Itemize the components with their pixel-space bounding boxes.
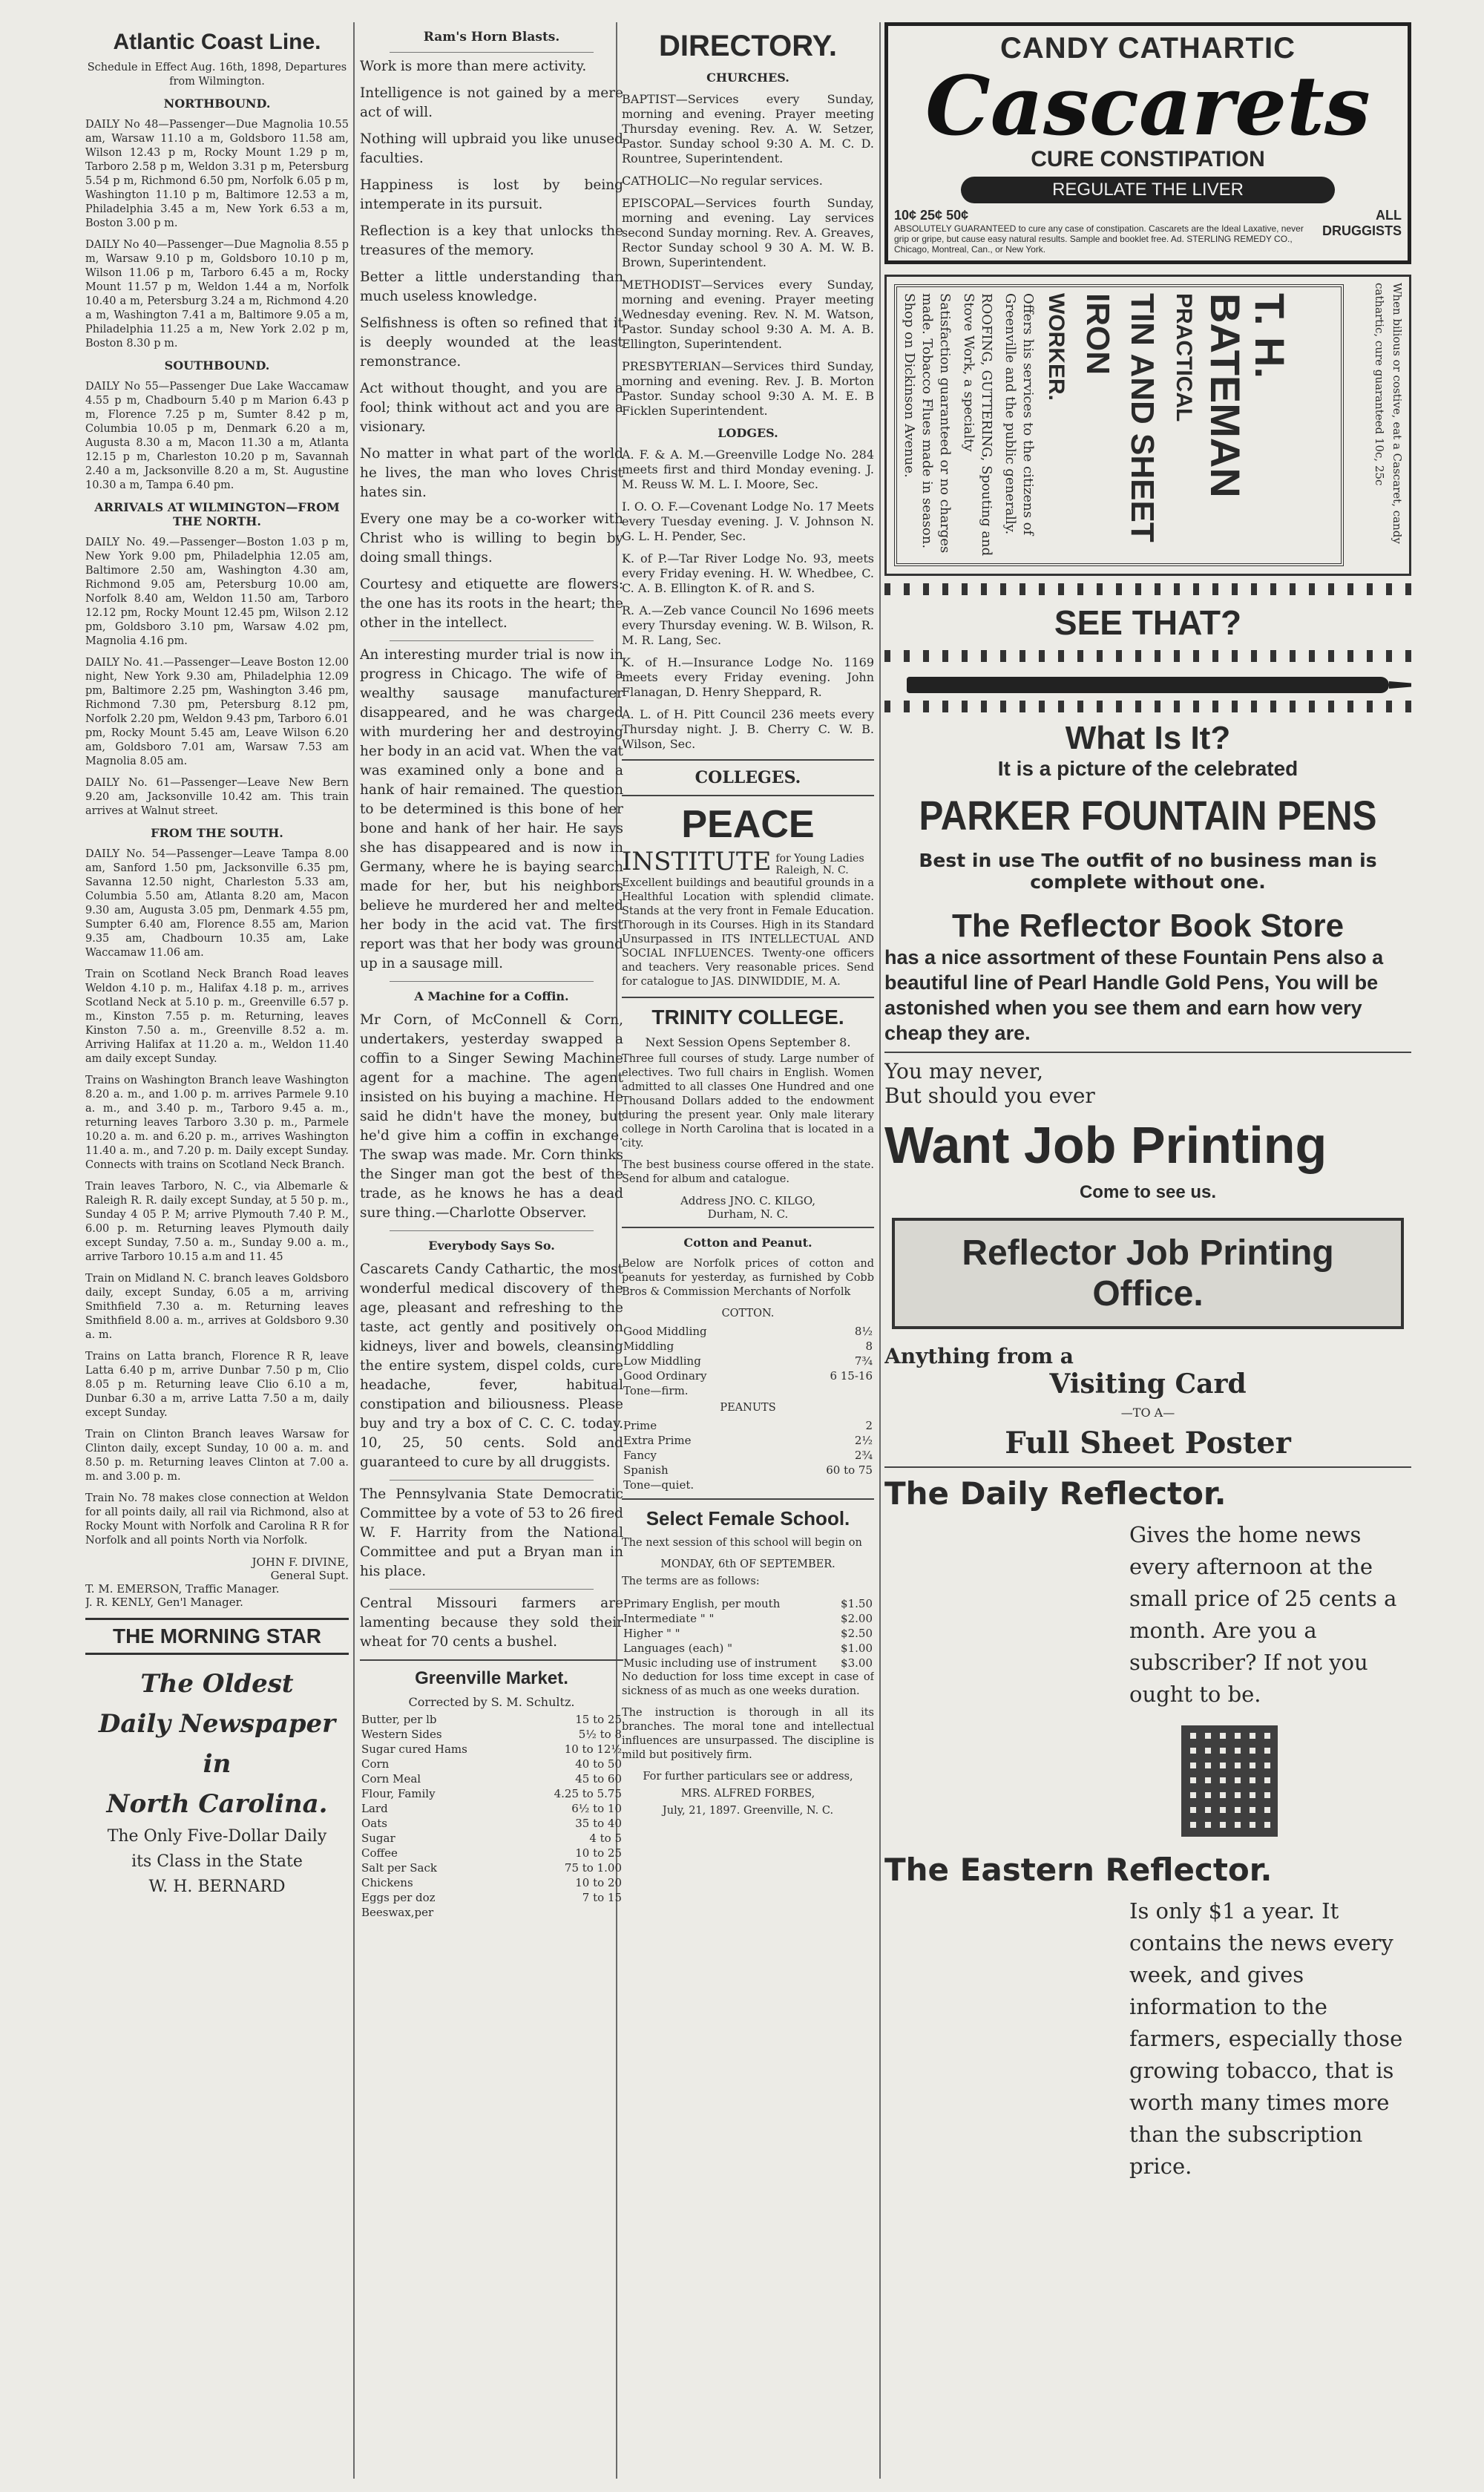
row-value: $3.00 (841, 1656, 873, 1670)
kofp-listing: K. of P.—Tar River Lodge No. 93, meets every Friday evening. H. W. Whedbee, C. C. A. B. Ellington K. of R. and S. (622, 551, 874, 595)
churches-heading: CHURCHES. (706, 71, 789, 85)
table-row (360, 1831, 623, 1846)
column-miscellany (360, 22, 623, 2471)
rams-horn-item: Happiness is lost by being intemperate in its pursuit. (360, 177, 623, 212)
table-row (622, 1478, 874, 1492)
cascarets-logo: Cascarets (925, 58, 1370, 154)
row-value (772, 1478, 874, 1492)
column-railroad (85, 22, 349, 2471)
row-label: Sugar (361, 1832, 395, 1845)
kofh-listing: K. of H.—Insurance Lodge No. 1169 meets every Friday evening. John Flanagan, D. Henry Sheppard, R. (622, 655, 874, 699)
clinton-branch: Train on Clinton Branch leaves Warsaw for Clinton daily, except Sunday, 10 00 a. m. and 8.50 p. m. Returning leaves Clinton at 7.00 a. m. and 3.00 p. m. (85, 1429, 349, 1483)
anything-from: Anything from a (884, 1344, 1074, 1368)
table-row (360, 1846, 623, 1860)
eastern-reflector-title: The Eastern Reflector. (884, 1852, 1273, 1888)
table-row (622, 1463, 874, 1478)
divider (884, 1466, 1411, 1468)
cascarets-article: Cascarets Candy Cathartic, the most wonderful medical discovery of the age, pleasant and refreshing to the taste, act gently and positively on kidneys, liver and bowels, cleansing the entire system, dispel colds, cure headache, fever, habitual constipation and biliousness. Please buy and try a box of C. C. C. today. 10, 25, 50 cents. Sold and guaranteed to cure by all druggists. (360, 1262, 623, 1470)
signature-emerson: T. M. EMERSON, Traffic Manager. (85, 1582, 280, 1596)
train-78: Train No. 78 makes close connection at Weldon for all points daily, all rail via Richmond, also at Rocky Mount with Norfolk and Carolina R R for Norfolk and all points North via Norfolk. (85, 1492, 349, 1547)
select-forbes: MRS. ALFRED FORBES, (680, 1788, 815, 1800)
divider (390, 1230, 594, 1231)
star-line-6: W. H. BERNARD (148, 1878, 286, 1896)
train-55: DAILY No 55—Passenger Due Lake Waccamaw 4.55 p m, Chadbourn 5.40 p m Marion 6.43 p m, Florence 7.25 p m, Sumter 8.42 p m, Columbia 10.05 p m, Denmark 6.20 a m, Augusta 8.30 a m, Macon 11.30 a m, Atlanta 12.15 p m, Charleston 10.20 p m, Savannah 2.40 a m, Jacksonville 8.20 a m, St. Augustine 10.30 a m, Tampa 6.40 pm. (85, 381, 349, 491)
trinity-subtitle: Next Session Opens September 8. (645, 1035, 851, 1049)
baptist-listing: BAPTIST—Services every Sunday, morning and evening. Prayer meeting Thursday evening. Rev. A. W. Setzer, Pastor. Sunday school 9:30 A. M. C. D. Rountree, Superintendent. (622, 92, 874, 165)
column-rule (879, 22, 881, 2479)
table-row (360, 1712, 623, 1727)
cotton-heading: COTTON. (721, 1308, 775, 1319)
row-value: 10 to 25 (575, 1846, 622, 1860)
market-corrected-by: Corrected by S. M. Schultz. (408, 1695, 575, 1709)
train-61: DAILY No. 61—Passenger—Leave New Bern 9.20 am, Jacksonville 10.42 am. This train arrives at Walnut street. (85, 777, 349, 817)
to-a: —TO A— (1120, 1406, 1175, 1420)
row-label: Languages (each) " (623, 1642, 732, 1655)
rams-horn-item: No matter in what part of the world he lives, the man who loves Christ hates sin. (360, 446, 623, 500)
train-40: DAILY No 40—Passenger—Due Magnolia 8.55 p m, Warsaw 9.10 p m, Goldsboro 10.10 p m, Wilson 11.06 p m, Tarboro 6.45 a m, Rocky Mount 11.57 p m, Weldon 1.44 a m, Norfolk 10.40 a m, Petersburg 3.24 a m, Richmond 4.20 a m, Washington 7.41 a m, Baltimore 9.05 a m, Philadelphia 11.25 a m, New York 2.02 p m, Boston 8.30 p m. (85, 239, 349, 350)
row-value: 2½ (854, 1434, 873, 1447)
row-value (787, 1383, 874, 1398)
job-office-banner: Reflector Job Printing Office. (892, 1218, 1404, 1329)
trinity-description-2: The best business course offered in the state. Send for album and catalogue. (622, 1159, 874, 1185)
rams-horn-item: Nothing will upbraid you like unused faculties. (360, 131, 623, 166)
rams-horn-title: Ram's Horn Blasts. (423, 30, 560, 45)
table-row (360, 1890, 623, 1905)
star-line-5: its Class in the State (131, 1852, 303, 1871)
column-rule (353, 22, 355, 2479)
divider (360, 1659, 623, 1661)
atlantic-coast-title: Atlantic Coast Line. (113, 30, 321, 54)
peace-title: PEACE (681, 803, 815, 846)
cascarets-regulate: REGULATE THE LIVER (961, 177, 1335, 203)
train-48: DAILY No 48—Passenger—Due Magnolia 10.55 am, Warsaw 11.10 a m, Goldsboro 11.58 am, Wilson 12.43 p m, Rocky Mount 1.29 p m, Tarboro 2.58 p m, Weldon 3.31 p m, Petersburg 5.54 p m, Richmond 6.50 pm, Norfolk 6.05 p m, Washington 11.10 p m, Baltimore 12.53 a m, Philadelphia 3.45 a m, New York 6.53 a m, Boston 3.00 p m. (85, 119, 349, 229)
select-date: MONDAY, 6th OF SEPTEMBER. (660, 1558, 835, 1570)
train-41: DAILY No. 41.—Passenger—Leave Boston 12.00 night, New York 9.30 am, Philadelphia 12.09 pm, Baltimore 2.25 pm, Washington 3.46 pm, Richmond 7.30 pm, Petersburg 8.12 pm, Norfolk 2.20 pm, Weldon 9.43 pm, Tarboro 6.01 pm, Rocky Mount 5.45 am, Leave Wilson 6.20 am, Goldsboro 7.01 am, Warsaw 7.53 am Magnolia 8.05 am. (85, 657, 349, 767)
but-should-you: But should you ever (884, 1083, 1095, 1108)
divider (622, 997, 874, 998)
row-label: Lard (361, 1802, 388, 1815)
row-value: 2 (865, 1419, 873, 1432)
parker-pens: PARKER FOUNTAIN PENS (919, 792, 1377, 839)
divider (390, 1480, 594, 1481)
cotton-intro: Below are Norfolk prices of cotton and peanuts for yesterday, as furnished by Cobb Bros & Commission Merchants of Norfolk (622, 1258, 874, 1298)
divider (884, 1052, 1411, 1053)
alofh-listing: A. L. of H. Pitt Council 236 meets every Thursday night. J. B. Cherry C. W. B. Wilson, Sec. (622, 707, 874, 751)
row-label: Salt per Sack (361, 1861, 437, 1875)
row-value: 6 15-16 (830, 1369, 873, 1383)
row-label: Middling (623, 1340, 674, 1353)
bateman-side-2: ROOFING, GUTTERING, Spouting and Stove Work, a specialty (961, 293, 994, 557)
pennsylvania-article: The Pennsylvania State Democratic Committee by a vote of 53 to 26 fired W. F. Harrity from the National Committee and put a Bryan man in his place. (360, 1486, 623, 1579)
bateman-tin: TIN AND SHEET IRON (1080, 293, 1160, 542)
see-that: SEE THAT? (1054, 603, 1242, 642)
bateman-side-3: Satisfaction guaranteed or no charges made. Tobacco Flues made in season. Shop on Dickinson Avenue. (902, 293, 953, 554)
row-label: Flour, Family (361, 1787, 436, 1800)
rams-horn-item: Courtesy and etiquette are flowers: the one has its roots in the heart; the other in the intellect. (360, 577, 623, 631)
row-value: 4.25 to 5.75 (554, 1787, 622, 1800)
row-label: Extra Prime (623, 1434, 692, 1447)
table-row (622, 1596, 874, 1611)
row-label: Coffee (361, 1846, 398, 1860)
cascarets-candy-cathartic: CANDY CATHARTIC (1000, 32, 1296, 65)
row-label: Corn (361, 1757, 390, 1771)
cascarets-druggists: DRUGGISTS (1322, 223, 1402, 238)
row-label: Beeswax,per (361, 1906, 434, 1919)
full-sheet-poster: Full Sheet Poster (1005, 1426, 1291, 1460)
row-label: Chickens (361, 1876, 413, 1889)
morning-star-title: THE MORNING STAR (85, 1618, 349, 1655)
want-job-printing: Want Job Printing (884, 1116, 1327, 1174)
presbyterian-listing: PRESBYTERIAN—Services third Sunday, morning and evening. Rev. J. B. Morton Pastor. Sunday school 9:30 A. M. E. B Ficklen Superintendent. (622, 359, 874, 418)
market-table (360, 1712, 623, 1920)
row-value: 45 to 60 (575, 1772, 622, 1786)
everybody-title: Everybody Says So. (428, 1239, 555, 1253)
row-label: Spanish (623, 1463, 669, 1477)
episcopal-listing: EPISCOPAL—Services fourth Sunday, morning and evening. Lay services second Sunday morning. Rev. A. Greaves, Rector Sunday school 9 30 A. M. W. B. Brown, Superintendent. (622, 196, 874, 269)
rams-horn-item: Better a little understanding than much useless knowledge. (360, 269, 623, 304)
row-label: Eggs per doz (361, 1891, 436, 1904)
af-am-listing: A. F. & A. M.—Greenville Lodge No. 284 meets first and third Monday evening. J. M. Reuss W. M. L. I. Moore, Sec. (622, 447, 874, 491)
row-label: Oats (361, 1817, 387, 1830)
peanuts-heading: PEANUTS (720, 1402, 776, 1414)
column-directory (622, 22, 874, 2471)
row-value: 60 to 75 (826, 1463, 873, 1477)
table-row (360, 1816, 623, 1831)
select-particulars: For further particulars see or address, (643, 1771, 853, 1783)
daily-reflector-title: The Daily Reflector. (884, 1475, 1227, 1512)
southbound-heading: SOUTHBOUND. (164, 358, 270, 373)
institute-title: INSTITUTE (622, 847, 772, 876)
ornament-border (884, 701, 1411, 712)
cascarets-ad (884, 22, 1411, 264)
ornament-border (884, 583, 1411, 595)
select-intro: The next session of this school will begin on (622, 1537, 862, 1549)
table-row (622, 1418, 874, 1433)
trinity-address-2: Durham, N. C. (707, 1207, 789, 1221)
coffin-title: A Machine for a Coffin. (414, 989, 569, 1003)
missouri-article: Central Missouri farmers are lamenting because they sold their wheat for 70 cents a bushel. (360, 1596, 623, 1650)
row-value: $2.50 (841, 1627, 873, 1640)
row-value: 10 to 20 (575, 1876, 622, 1889)
rams-horn-item: Work is more than mere activity. (360, 59, 587, 74)
table-row (622, 1626, 874, 1641)
divider (622, 795, 874, 796)
rams-horn-item: Reflection is a key that unlocks the treasures of the memory. (360, 223, 623, 258)
row-value: 7 to 15 (582, 1891, 622, 1904)
table-row (622, 1339, 874, 1354)
picture-of: It is a picture of the celebrated (997, 757, 1298, 780)
star-line-2: Daily Newspaper in (98, 1709, 336, 1779)
divider (390, 640, 594, 641)
daily-reflector-text: Gives the home news every afternoon at the small price of 25 cents a month. Are you a subscriber? If not you ought to be. (1129, 1522, 1397, 1707)
from-south-heading: FROM THE SOUTH. (151, 826, 283, 840)
latta-branch: Trains on Latta branch, Florence R R, leave Latta 6.40 p m, arrive Dunbar 7.50 p m, Clio 8.05 p m. Returning leave Clio 6.10 a m, Dunbar 6.30 a m, arrive Latta 7.50 a m, daily except Sunday. (85, 1351, 349, 1419)
row-value (519, 1905, 623, 1920)
row-label: Western Sides (361, 1728, 442, 1741)
row-value: 10 to 12½ (564, 1742, 622, 1756)
bateman-worker: WORKER. (1044, 293, 1068, 401)
divider (622, 1227, 874, 1228)
ra-listing: R. A.—Zeb vance Council No 1696 meets every Thursday evening. W. B. Wilson, R. M. R. Lang, Sec. (622, 603, 874, 647)
eastern-reflector-text: Is only $1 a year. It contains the news every week, and gives information to the farmers, especially those growing tobacco, that is worth many times more than the subscription price. (1129, 1898, 1403, 2179)
row-label: Higher " " (623, 1627, 680, 1640)
ornament-block (1181, 1725, 1278, 1837)
trinity-address: Address JNO. C. KILGO, (680, 1194, 816, 1207)
divider (622, 1498, 874, 1500)
table-row (360, 1905, 623, 1920)
ioof-listing: I. O. O. F.—Covenant Lodge No. 17 Meets every Tuesday evening. J. V. Johnson N. G. L. H. Pender, Sec. (622, 499, 874, 543)
bateman-side-1: Offers his services to the citizens of Greenville and the public generally. (1002, 293, 1036, 536)
train-49: DAILY No. 49.—Passenger—Boston 1.03 p m, New York 9.00 pm, Philadelphia 12.05 am, Baltimore 2.50 am, Washington 4.30 am, Richmond 9.05 am, Petersburg 10.00 am, Norfolk 8.40 am, Weldon 11.50 am, Tarboro 12.12 pm, Rocky Mount 12.45 pm, Wilson 2.12 pm, Goldsboro 3.10 pm, Warsaw 4.02 pm, Magnolia 4.16 pm. (85, 537, 349, 647)
table-row (622, 1448, 874, 1463)
row-value: 8½ (854, 1325, 873, 1338)
column-advertisements (884, 22, 1411, 2471)
row-value: 40 to 50 (575, 1757, 622, 1771)
lodges-heading: LODGES. (718, 426, 778, 440)
ornament-border (884, 650, 1411, 662)
select-terms-table (622, 1596, 874, 1670)
fountain-pen-icon (907, 677, 1389, 693)
scotland-neck-branch: Train on Scotland Neck Branch Road leaves Weldon 4.10 p. m., Halifax 4.18 p. m., arrives Scotland Neck at 5.10 p. m., Greenville 6.57 p. m., Kinston 7.55 p. m. Returning, leaves Kinston 7.50 a. m., Greenville 8.52 a. m. Arriving Halifax at 11.20 a. m., Weldon 11.40 am daily except Sunday. (85, 968, 349, 1065)
rams-horn-item: Selfishness is often so refined that it is deeply wounded at the least remonstrance. (360, 315, 623, 370)
rams-horn-item: Every one may be a co-worker with Christ who is willing to begin by doing small things. (360, 511, 623, 565)
cascarets-cure: CURE CONSTIPATION (1031, 147, 1265, 171)
divider (390, 981, 594, 982)
northbound-heading: NORTHBOUND. (163, 96, 271, 111)
you-may-never: You may never, (884, 1059, 1044, 1083)
row-label: Corn Meal (361, 1772, 421, 1786)
table-row (622, 1354, 874, 1368)
table-row (622, 1641, 874, 1656)
row-label: Good Ordinary (623, 1369, 707, 1383)
midland-branch: Train on Midland N. C. branch leaves Goldsboro daily, except Sunday, 6.05 a m, arriving Smithfield 7.30 a. m. Returning leaves Smithfield 8.00 a. m., arrives at Goldsboro 9.30 a. m. (85, 1273, 349, 1341)
row-value: 6½ to 10 (571, 1802, 622, 1815)
tarboro-train: Train leaves Tarboro, N. C., via Albemarle & Raleigh R. R. daily except Sunday, at 5 50 p. m., Sunday 4 05 P. M; arrive Plymouth 7.40 P. M., 6.00 p. m. Returning leaves Plymouth daily except Sunday, 7.50 a. m., Sunday 9.00 a. m., arrive Tarboro 10.15 a.m and 11. 45 (85, 1181, 349, 1263)
row-value: 15 to 25 (575, 1713, 622, 1726)
greenville-market-title: Greenville Market. (415, 1668, 568, 1688)
peace-description: Excellent buildings and beautiful grounds in a Healthful Location with splendid climate. Stands at the very front in Female Education. Thorough in its Courses. High in its Standard Unsurpassed in ITS INTELLECTUAL AND SOCIAL INFLUENCES. Twenty-one officers and teachers. Very reasonable prices. Send for catalogue to JAS. DINWIDDIE, M. A. (622, 877, 874, 988)
visiting-card: Visiting Card (1049, 1368, 1247, 1400)
star-line-1: The Oldest (140, 1669, 294, 1699)
table-row (622, 1368, 874, 1383)
table-row (360, 1757, 623, 1771)
select-deduction: No deduction for loss time except in case of sickness of as much as one weeks duration. (622, 1671, 874, 1697)
row-value: 75 to 1.00 (564, 1861, 622, 1875)
row-value: 7¾ (854, 1354, 873, 1368)
row-label: Tone—firm. (623, 1384, 689, 1397)
row-value: 2¾ (854, 1449, 873, 1462)
row-label: Fancy (623, 1449, 657, 1462)
peanuts-table (622, 1418, 874, 1492)
signature-divine-title: General Supt. (270, 1569, 349, 1582)
table-row (622, 1433, 874, 1448)
row-value: 4 to 5 (589, 1832, 622, 1845)
table-row (622, 1383, 874, 1398)
schedule-note: Schedule in Effect Aug. 16th, 1898, Departures from Wilmington. (87, 62, 347, 88)
row-label: Intermediate " " (623, 1612, 715, 1625)
cascarets-prices: 10¢ 25¢ 50¢ (894, 208, 969, 223)
rams-horn-item: Intelligence is not gained by a mere act of will. (360, 85, 623, 120)
rams-horn-item: Act without thought, and you are a fool; think without act and you are a visionary. (360, 381, 623, 435)
table-row (360, 1801, 623, 1816)
table-row (360, 1875, 623, 1890)
cascarets-guarantee: ABSOLUTELY GUARANTEED to cure any case of constipation. Cascarets are the Ideal Laxative, never grip or gripe, but cause easy natural results. Sample and booklet free. Ad. STERLING REMEDY CO., Chicago, Montreal, Can., or New York. (894, 223, 1304, 255)
table-row (360, 1786, 623, 1801)
star-line-4: The Only Five-Dollar Daily (107, 1827, 327, 1846)
divider (390, 1589, 594, 1590)
row-value: 8 (865, 1340, 873, 1353)
cotton-table (622, 1324, 874, 1398)
what-is-it: What Is It? (1065, 720, 1231, 756)
select-dateline: July, 21, 1897. Greenville, N. C. (662, 1805, 834, 1817)
table-row (360, 1771, 623, 1786)
row-value: 5½ to 8 (578, 1728, 622, 1741)
row-label: Prime (623, 1419, 657, 1432)
rams-horn-list (360, 57, 623, 633)
table-row (622, 1656, 874, 1670)
row-label: Low Middling (623, 1354, 701, 1368)
row-label: Music including use of instrument (623, 1656, 817, 1670)
catholic-listing: CATHOLIC—No regular services. (622, 174, 823, 188)
methodist-listing: METHODIST—Services every Sunday, morning and evening. Prayer meeting Wednesday evening. Rev. N. M. Watson, Pastor. Sunday school 9:30 A. M. A. B. Ellington, Superintendent. (622, 278, 874, 351)
directory-title: DIRECTORY. (658, 30, 838, 62)
colleges-heading: COLLEGES. (695, 768, 801, 787)
bateman-cascaret-note: When bilious or costive, eat a Cascaret, candy cathartic, cure guaranteed 10c, 25c (1373, 283, 1404, 544)
trinity-title: TRINITY COLLEGE. (651, 1006, 844, 1029)
row-label: Primary English, per mouth (623, 1597, 781, 1610)
star-line-3: North Carolina. (106, 1789, 328, 1819)
best-in-use: Best in use The outfit of no business man is complete without one. (919, 850, 1377, 893)
table-row (360, 1860, 623, 1875)
signature-kenly: J. R. KENLY, Gen'l Manager. (85, 1596, 243, 1609)
table-row (360, 1727, 623, 1742)
row-label: Good Middling (623, 1325, 707, 1338)
table-row (360, 1742, 623, 1757)
institute-for: for Young Ladies Raleigh, N. C. (775, 853, 864, 876)
row-label: Sugar cured Hams (361, 1742, 467, 1756)
bateman-name: T. H. BATEMAN (1202, 293, 1293, 498)
table-row (622, 1324, 874, 1339)
arrivals-heading: ARRIVALS AT WILMINGTON—FROM THE NORTH. (94, 500, 340, 528)
cotton-title: Cotton and Peanut. (683, 1236, 812, 1250)
coffin-article: Mr Corn, of McConnell & Corn, undertakers, yesterday swapped a coffin to a Singer Sewing Machine agent for a machine. The agent insisted on his buying a machine. He said he didn't have the money, but he'd give him a coffin in exchange. The swap was made. Mr. Corn thinks the Singer man got the best of the trade, as he knows he has a dead sure thing.—Charlotte Observer. (360, 1012, 623, 1221)
bateman-ad (884, 275, 1411, 576)
row-value: $1.00 (841, 1642, 873, 1655)
row-label: Tone—quiet. (623, 1478, 695, 1492)
washington-branch: Trains on Washington Branch leave Washington 8.20 a. m., and 1.00 p. m. arrives Parmele 9.10 a. m., and 3.40 p. m., Tarboro 9.45 a. m., returning leaves Tarboro 3.30 p. m., Parmele 10.20 a. m. and 6.20 p. m., arrives Washington 11.40 a. m., and 7.20 p. m. Daily except Sunday. Connects with trains on Scotland Neck Branch. (85, 1075, 349, 1171)
select-school-title: Select Female School. (646, 1507, 850, 1529)
bookstore-title: The Reflector Book Store (951, 908, 1345, 944)
cascarets-all: ALL (1376, 208, 1402, 223)
bookstore-text: has a nice assortment of these Fountain Pens also a beautiful line of Pearl Handle Gold Pens, You will be astonished when you see them and earn how very cheap they are. (884, 946, 1384, 1044)
signature-divine: JOHN F. DIVINE, (252, 1555, 349, 1569)
row-value: $1.50 (841, 1597, 873, 1610)
row-label: Butter, per lb (361, 1713, 437, 1726)
trinity-description: Three full courses of study. Large number of electives. Two full chairs in English. Women admitted to all classes One Hundred and one Thousand Dollars added to the endowment during the present year. Only male literary college in North Carolina that is located in a city. (622, 1053, 874, 1150)
train-54: DAILY No. 54—Passenger—Leave Tampa 8.00 am, Sanford 1.50 pm, Jacksonville 6.35 pm, Savanna 12.50 night, Charleston 5.33 am, Columbia 5.50 am, Atlanta 8.20 am, Macon 9.30 am, Augusta 3.05 pm, Denmark 4.55 pm, Sumpter 6.40 am, Florence 8.55 am, Marion 9.35 am, Chadbourn 10.35 am, Lake Waccamaw 11.06 am. (85, 848, 349, 959)
row-value: 35 to 40 (575, 1817, 622, 1830)
come-to-see-us: Come to see us. (1079, 1182, 1217, 1202)
select-instruction: The instruction is thorough in all its branches. The moral tone and intellectual influences are unsurpassed. The discipline is mild but positively firm. (622, 1707, 874, 1761)
bateman-practical: PRACTICAL (1172, 293, 1196, 422)
divider (390, 52, 594, 53)
row-value: $2.00 (841, 1612, 873, 1625)
divider (622, 759, 874, 761)
murder-trial-article: An interesting murder trial is now in progress in Chicago. The wife of a wealthy sausage manufacturer disappeared, and he was charged with murdering her and destroying her body in an acid vat. When the vat was examined only a bone and a hank of hair remained. The question to be determined is this bone of her bone and hank of her hair. He says she has disappeared and is now in Germany, where he is baying search made for her, but his neighbors believe he murdered her and melted her body in the acid vat. The first report was that her body was ground up in a sausage mill. (360, 647, 623, 971)
table-row (622, 1611, 874, 1626)
select-terms-heading: The terms are as follows: (622, 1575, 760, 1587)
